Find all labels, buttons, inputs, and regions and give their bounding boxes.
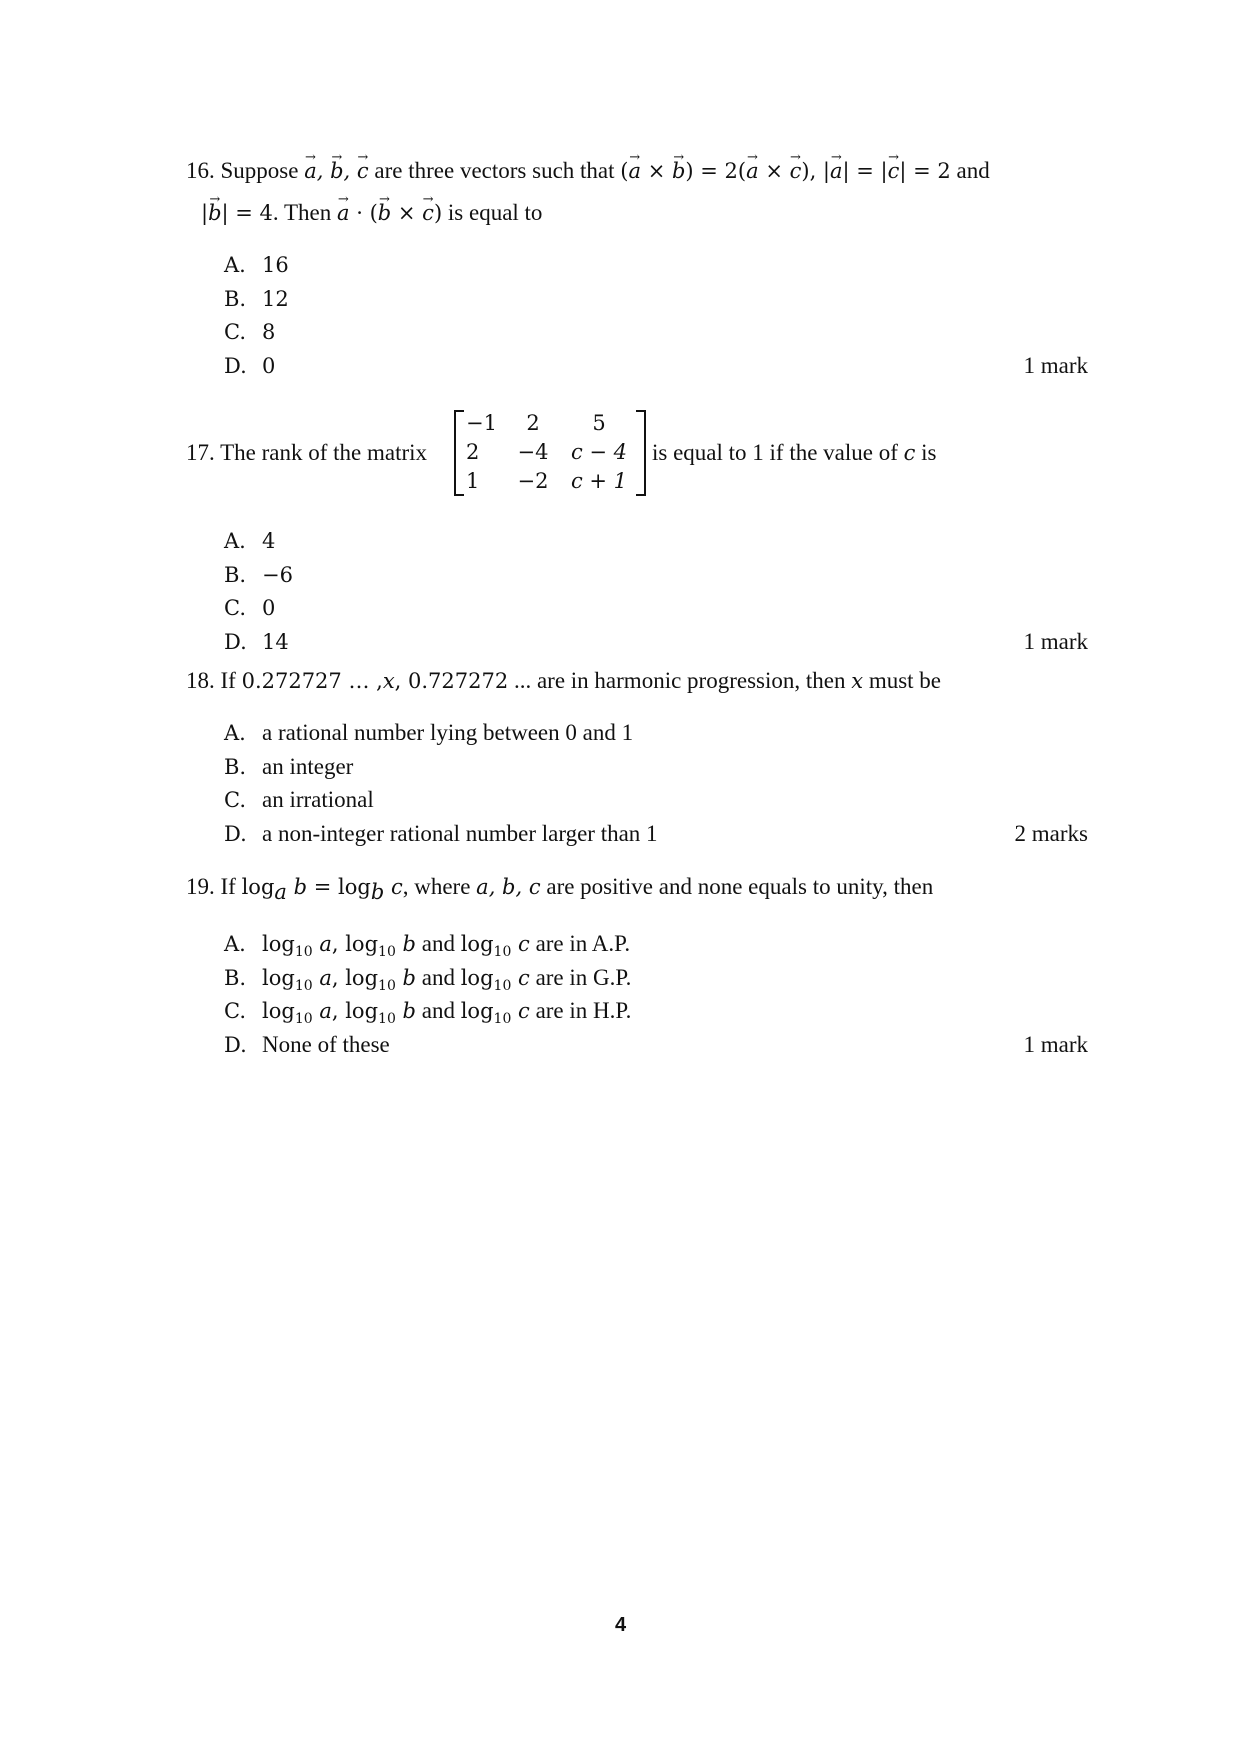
math-var: c: [903, 441, 916, 465]
triple-product: a → · (b → × c →): [337, 201, 442, 225]
option-c: C. 0: [224, 596, 276, 620]
page-number: 4: [614, 1614, 627, 1636]
question-16: [186, 150, 1086, 382]
question-number: 17.: [186, 440, 215, 465]
stem-text: are three vectors such that: [374, 158, 615, 183]
options-list: [186, 524, 1086, 658]
log-equation: $\log_a b = \log_b c$: [241, 875, 403, 904]
marks-label: 1 mark: [1023, 352, 1088, 378]
stem-text: must be: [868, 668, 942, 693]
option-a: A. $\log_{10} a$, $\log_{10} b$ and $\log_{10} c$ are in A.P.: [224, 931, 631, 960]
math-vars: a, b, c: [476, 875, 541, 899]
options-list: [186, 248, 1086, 382]
options-list: [186, 716, 1086, 850]
stem-text: is equal to: [447, 200, 543, 225]
math-value: , 0.727272: [394, 669, 509, 693]
matrix: [454, 408, 646, 498]
stem-text: The rank of the matrix: [220, 440, 428, 465]
question-16-stem: [186, 150, 1086, 234]
matrix-left-bracket: [454, 410, 464, 496]
vector-equation: (a → × b →) = 2(a → × c →), |a →| = |c →| = 2: [620, 159, 951, 183]
stem-text: Suppose: [220, 158, 299, 183]
question-17: [186, 408, 1086, 658]
options-list: [186, 927, 1086, 1061]
marks-label: 1 mark: [1023, 1031, 1088, 1057]
stem-text: , where: [402, 874, 471, 899]
stem-text: . Then: [272, 200, 332, 225]
stem-text: is: [921, 440, 937, 465]
matrix-cell: 1: [466, 468, 480, 493]
option-a: A. 16: [224, 253, 289, 277]
stem-text: are positive and none equals to unity, then: [546, 874, 934, 899]
matrix-cell: 2: [526, 410, 540, 435]
question-number: 16.: [186, 158, 215, 183]
option-c: C. 8: [224, 320, 276, 344]
option-d: D. 14 1 mark: [224, 625, 1086, 659]
stem-text: If: [220, 668, 236, 693]
stem-text: ... are in harmonic progression, then: [513, 668, 846, 693]
option-b: B. −6: [224, 562, 293, 587]
marks-label: 1 mark: [1023, 628, 1088, 654]
question-number: 18.: [186, 668, 215, 693]
matrix-cell: c − 4: [570, 439, 628, 464]
magnitude-b: |b →| = 4: [201, 201, 273, 225]
option-a: A. a rational number lying between 0 and 1: [224, 720, 634, 745]
stem-text: If: [220, 874, 236, 899]
marks-label: 2 marks: [1014, 820, 1088, 846]
option-d: D. 0 1 mark: [224, 349, 1086, 383]
question-18: [186, 660, 1086, 850]
option-b: B. $\log_{10} a$, $\log_{10} b$ and $\log_{10} c$ are in G.P.: [224, 964, 632, 994]
question-18-stem: [186, 660, 1086, 702]
option-d: D. None of these 1 mark: [224, 1028, 1086, 1062]
option-c: C. $\log_{10} a$, $\log_{10} b$ and $\log_{10} c$ are in H.P.: [224, 998, 632, 1027]
question-17-stem: [186, 408, 1086, 518]
option-c: C. an irrational: [224, 787, 374, 812]
matrix-cell: −1: [466, 410, 497, 435]
matrix-cell: −4: [517, 439, 549, 464]
option-d: D. a non-integer rational number larger than 1 2 marks: [224, 817, 1086, 851]
option-b: B. an integer: [224, 753, 354, 779]
matrix-cell: −2: [517, 468, 549, 493]
math-var: x: [851, 669, 864, 693]
stem-text: and: [956, 158, 990, 183]
matrix-cell: 5: [592, 410, 606, 435]
vector-list: a →, b →, c →: [304, 159, 368, 183]
matrix-cell: c + 1: [570, 468, 628, 493]
question-19: [186, 866, 1086, 1061]
math-var: x: [382, 669, 395, 693]
stem-text: is equal to 1 if the value of: [652, 440, 898, 465]
math-value: 0.272727 … ,: [241, 669, 383, 693]
question-number: 19.: [186, 874, 215, 899]
matrix-cell: 2: [466, 439, 480, 464]
question-19-stem: [186, 866, 1086, 913]
option-b: B. 12: [224, 286, 289, 311]
option-a: A. 4: [224, 529, 276, 553]
